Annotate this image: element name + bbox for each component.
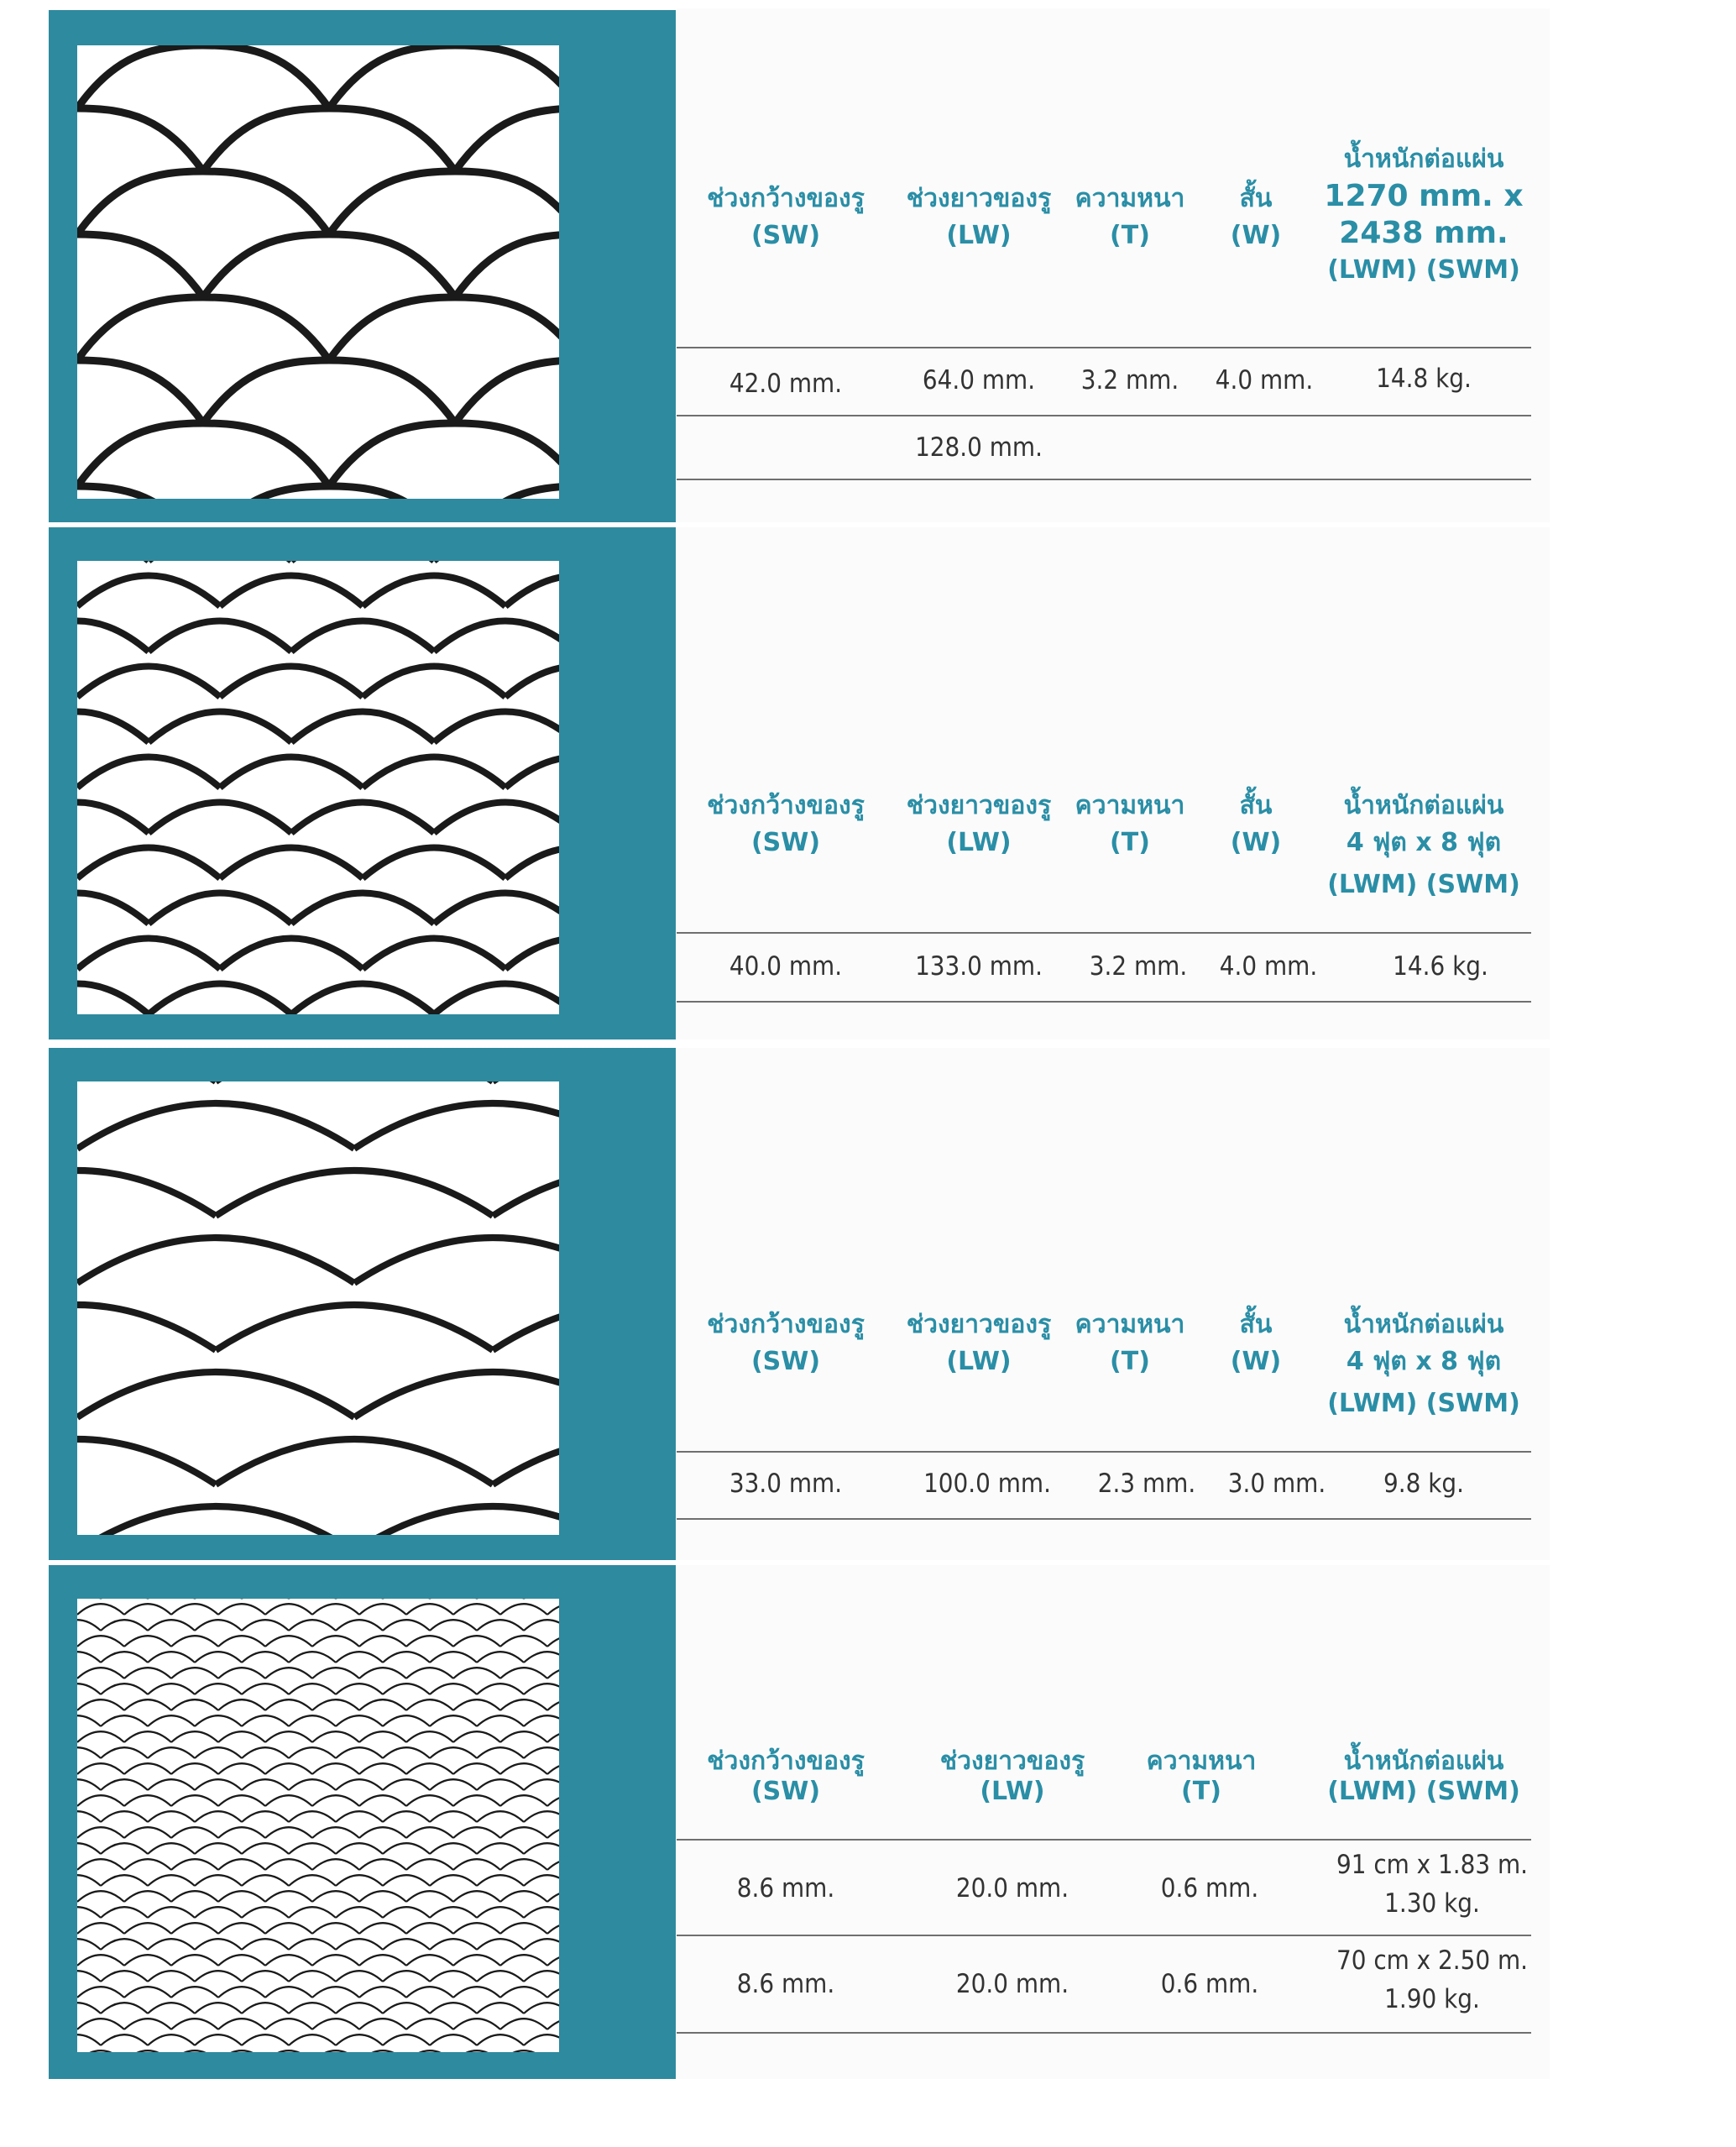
cell-lw: 20.0 mm. bbox=[955, 1969, 1069, 1999]
table-rule bbox=[677, 932, 1531, 934]
spec-table bbox=[677, 1565, 1550, 2079]
header-w: สั้น (W) bbox=[1230, 184, 1282, 250]
table-rule bbox=[677, 479, 1531, 480]
product-section-4 bbox=[0, 1565, 1736, 2079]
product-image-panel bbox=[49, 1565, 676, 2079]
product-section-1 bbox=[0, 8, 1736, 522]
cell-sw: 8.6 mm. bbox=[736, 1969, 835, 1999]
table-rule bbox=[677, 1001, 1531, 1003]
product-image-panel bbox=[49, 10, 676, 522]
cell-t: 2.3 mm. bbox=[1097, 1469, 1196, 1499]
cell-weight: 91 cm x 1.83 m. 1.30 kg. bbox=[1336, 1850, 1528, 1919]
header-weight: น้ำหนักต่อแผ่น 4 ฟุต x 8 ฟุต (LWM) (SWM) bbox=[1327, 1310, 1520, 1418]
table-rule bbox=[677, 1451, 1531, 1453]
table-rule bbox=[677, 2032, 1531, 2034]
header-weight: น้ำหนักต่อแผ่น 1270 mm. x 2438 mm. (LWM) (SWM) bbox=[1324, 144, 1524, 285]
table-rule bbox=[677, 1518, 1531, 1520]
header-t: ความหนา (T) bbox=[1075, 791, 1185, 857]
header-lw: ช่วงยาวของรู (LW) bbox=[906, 1310, 1052, 1376]
product-image-panel bbox=[49, 527, 676, 1039]
cell-t: 3.2 mm. bbox=[1080, 365, 1179, 395]
cell-lw: 20.0 mm. bbox=[955, 1873, 1069, 1903]
spec-table bbox=[677, 8, 1550, 522]
table-rule bbox=[677, 1935, 1531, 1936]
cell-weight: 9.8 kg. bbox=[1383, 1469, 1464, 1499]
cell-t: 0.6 mm. bbox=[1160, 1969, 1259, 1999]
cell-lw: 133.0 mm. bbox=[915, 951, 1043, 982]
table-rule bbox=[677, 1839, 1531, 1841]
cell-sw: 33.0 mm. bbox=[729, 1469, 843, 1499]
header-weight: น้ำหนักต่อแผ่น 4 ฟุต x 8 ฟุต (LWM) (SWM) bbox=[1327, 791, 1520, 899]
header-w: สั้น (W) bbox=[1230, 1310, 1282, 1376]
cell-t: 3.2 mm. bbox=[1089, 951, 1188, 982]
table-rule bbox=[677, 347, 1531, 348]
cell-weight: 14.6 kg. bbox=[1393, 951, 1488, 982]
expanded-metal-mesh-image bbox=[77, 1599, 559, 2052]
cell-sw: 42.0 mm. bbox=[729, 369, 843, 399]
header-t: ความหนา (T) bbox=[1075, 1310, 1185, 1376]
table-rule bbox=[677, 415, 1531, 416]
cell-weight: 70 cm x 2.50 m. 1.90 kg. bbox=[1336, 1945, 1528, 2014]
cell-weight: 14.8 kg. bbox=[1376, 364, 1472, 394]
expanded-metal-mesh-image bbox=[77, 561, 559, 1014]
cell-w: 4.0 mm. bbox=[1215, 365, 1314, 395]
header-weight: น้ำหนักต่อแผ่น (LWM) (SWM) bbox=[1327, 1746, 1520, 1806]
header-sw: ช่วงกว้างของรู (SW) bbox=[707, 791, 865, 857]
cell-sw: 40.0 mm. bbox=[729, 951, 843, 982]
spec-table bbox=[677, 1048, 1550, 1560]
product-section-2 bbox=[0, 527, 1736, 1039]
product-image-panel bbox=[49, 1048, 676, 1560]
header-w: สั้น (W) bbox=[1230, 791, 1282, 857]
header-lw: ช่วงยาวของรู (LW) bbox=[906, 791, 1052, 857]
cell-w: 3.0 mm. bbox=[1227, 1469, 1326, 1499]
header-t: ความหนา (T) bbox=[1146, 1746, 1257, 1806]
expanded-metal-mesh-image bbox=[77, 1081, 559, 1535]
cell-lw: 100.0 mm. bbox=[923, 1469, 1051, 1499]
header-lw: ช่วงยาวของรู (LW) bbox=[906, 184, 1052, 250]
product-section-3 bbox=[0, 1048, 1736, 1560]
cell-t: 0.6 mm. bbox=[1160, 1873, 1259, 1903]
header-lw: ช่วงยาวของรู (LW) bbox=[939, 1746, 1085, 1806]
header-sw: ช่วงกว้างของรู (SW) bbox=[707, 1310, 865, 1376]
cell-lw: 64.0 mm. bbox=[922, 365, 1036, 395]
header-sw: ช่วงกว้างของรู (SW) bbox=[707, 1746, 865, 1806]
header-sw: ช่วงกว้างของรู (SW) bbox=[707, 184, 865, 250]
cell-sw: 8.6 mm. bbox=[736, 1873, 835, 1903]
cell-w: 4.0 mm. bbox=[1219, 951, 1318, 982]
spec-table bbox=[677, 527, 1550, 1039]
expanded-metal-mesh-image bbox=[77, 45, 559, 499]
cell-lw: 128.0 mm. bbox=[915, 432, 1043, 463]
header-t: ความหนา (T) bbox=[1075, 184, 1185, 250]
